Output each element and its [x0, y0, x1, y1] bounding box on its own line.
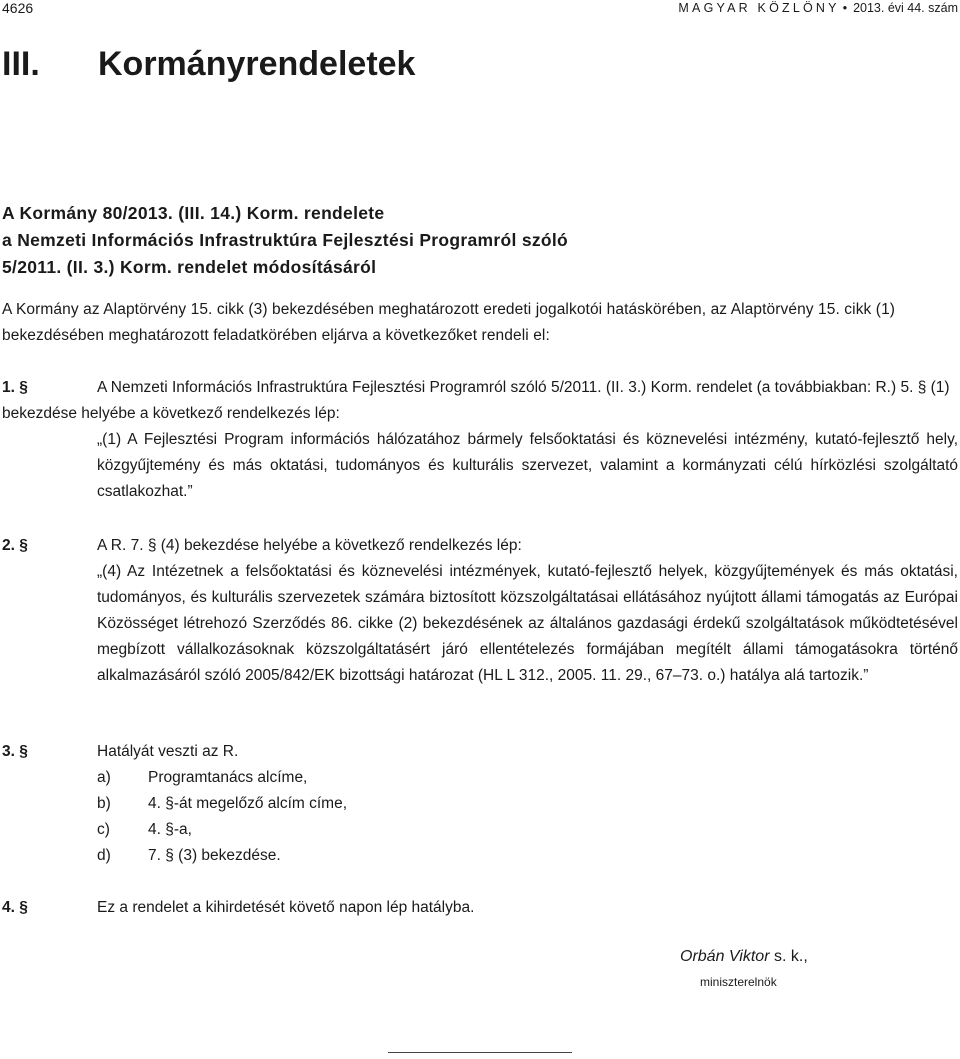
decree-title-line: a Nemzeti Információs Infrastruktúra Fejlesztési Programról szóló [2, 230, 569, 250]
running-head [678, 0, 958, 16]
section-4 [2, 895, 958, 921]
page-number: 4626 [2, 0, 34, 16]
part-heading [2, 44, 415, 84]
list-marker: d) [97, 847, 111, 864]
list-item [97, 843, 958, 869]
list-marker: a) [97, 769, 111, 786]
list-item [97, 791, 958, 817]
bullet-separator: • [842, 1, 848, 15]
decree-title-line: A Kormány 80/2013. (III. 14.) Korm. rendelete [2, 203, 385, 223]
section-text: Ez a rendelet a kihirdetését követő napon lép hatályba. [97, 899, 475, 916]
section-text: A R. 7. § (4) bekezdése helyébe a következő rendelkezés lép: [97, 537, 522, 554]
list-text: 4. §-a, [148, 821, 192, 838]
amendment-quote: „(1) A Fejlesztési Program információs hálózatához bármely felsőoktatási és köznevelési intézmény, kutató-fejlesztő hely, közgyűjtemény és más oktatási, tudományos és kulturális szervezet, valamint a kormányzati célú hírközlési szolgáltató csatlakozhat.” [97, 431, 958, 500]
section-number: 4. § [2, 899, 28, 916]
signature [680, 945, 808, 995]
amendment-quote: „(4) Az Intézetnek a felsőoktatási és köznevelési intézmények, kutató-fejlesztő helyek, közgyűjtemények és más oktatási, tudományos, és kulturális szervezetek számára biztosított közszolgáltatásai ellátásához nyújtott állami támogatás az Európai Közösséget létrehozó Szerződés 86. cikke (2) bekezdésének az általános gazdasági érdekű szolgáltatások működtetésével megbízott vállalkozásoknak közszolgáltatásért járó ellentételezés formájában megítélt állami támogatásokra történő alkalmazásáról szóló 2005/842/EK bizottsági határozat (HL L 312., 2005. 11. 29., 67–73. o.) hatálya alá tartozik.” [97, 563, 958, 684]
decree-title [2, 200, 942, 281]
signature-suffix: s. k., [769, 948, 808, 965]
part-number: III. [2, 45, 40, 83]
part-title: Kormányrendeletek [98, 45, 416, 83]
section-number: 3. § [2, 743, 28, 760]
list-item [97, 817, 958, 843]
section-number: 1. § [2, 379, 28, 396]
section-number: 2. § [2, 537, 28, 554]
section-text: A Nemzeti Információs Infrastruktúra Fejlesztési Programról szóló 5/2011. (II. 3.) Korm. rendelet (a továbbiakban: R.) 5. § (1) bekezdése helyébe a következő rendelkezés lép: [2, 379, 950, 422]
issue-label: 2013. évi 44. szám [853, 1, 958, 15]
list-marker: b) [97, 795, 111, 812]
signatory-role: miniszterelnök [700, 975, 777, 989]
list-text: 7. § (3) bekezdése. [148, 847, 281, 864]
list-marker: c) [97, 821, 110, 838]
journal-name: MAGYAR KÖZLÖNY [678, 1, 840, 15]
section-text: Hatályát veszti az R. [97, 743, 239, 760]
list-item [97, 765, 958, 791]
list-text: 4. §-át megelőző alcím címe, [148, 795, 347, 812]
decree-title-line: 5/2011. (II. 3.) Korm. rendelet módosításáról [2, 257, 377, 277]
signatory-name: Orbán Viktor [680, 948, 770, 965]
section-2 [2, 533, 958, 689]
preamble: A Kormány az Alaptörvény 15. cikk (3) bekezdésében meghatározott eredeti jogalkotói hatáskörében, az Alaptörvény 15. cikk (1) bekezdésében meghatározott feladatkörében eljárva a következőket rendeli el: [2, 301, 896, 344]
footer-separator [388, 1052, 572, 1053]
list-text: Programtanács alcíme, [148, 769, 308, 786]
section-1 [2, 375, 958, 505]
section-3 [2, 739, 958, 869]
